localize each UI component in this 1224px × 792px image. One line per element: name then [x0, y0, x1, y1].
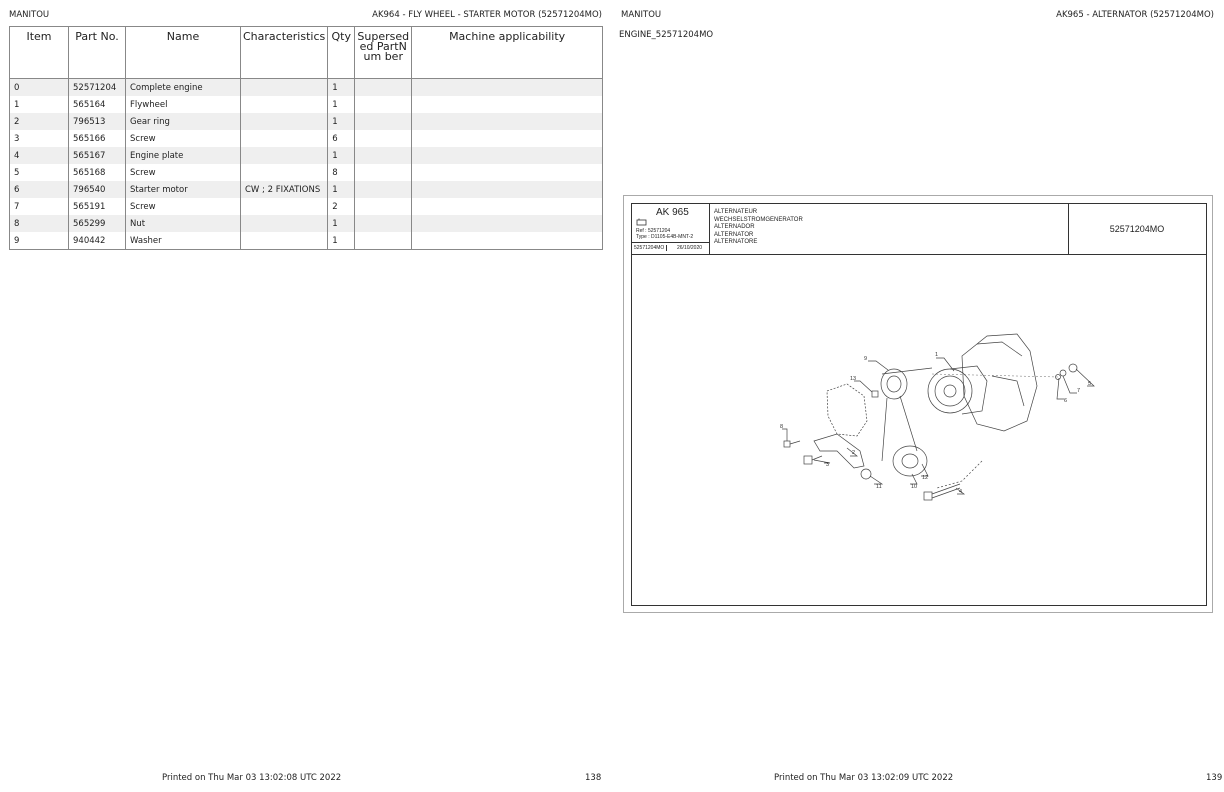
right-page — [612, 0, 1224, 792]
cell-characteristics — [241, 198, 328, 215]
drawing-frame — [623, 195, 1213, 613]
left-brand: MANITOU — [9, 10, 50, 20]
cell-name: Washer — [126, 232, 241, 250]
table-row — [10, 181, 603, 198]
cell-machine-applicability — [412, 181, 603, 198]
col-characteristics: Characteristics — [241, 27, 328, 79]
parts-table — [9, 26, 603, 250]
cell-qty: 1 — [328, 181, 355, 198]
cell-name: Engine plate — [126, 147, 241, 164]
left-page-number: 138 — [585, 773, 602, 783]
cell-item: 6 — [10, 181, 69, 198]
cell-machine-applicability — [412, 96, 603, 113]
cell-superseded — [355, 79, 412, 97]
drawing-date: 26/10/2020 — [677, 245, 703, 251]
cell-superseded — [355, 130, 412, 147]
cell-machine-applicability — [412, 113, 603, 130]
title-block-code-cell — [632, 204, 710, 254]
table-row — [10, 96, 603, 113]
drawing-code: AK 965 — [656, 207, 689, 218]
cell-item: 0 — [10, 79, 69, 97]
right-page-number: 139 — [1206, 773, 1223, 783]
drawing-inner — [631, 203, 1207, 606]
cell-qty: 1 — [328, 147, 355, 164]
cell-machine-applicability — [412, 147, 603, 164]
right-page-title: AK965 - ALTERNATOR (52571204MO) — [1056, 10, 1214, 20]
callout-2: 2 — [852, 450, 856, 456]
cell-characteristics — [241, 130, 328, 147]
cell-name: Screw — [126, 164, 241, 181]
callout-6: 6 — [1064, 398, 1068, 404]
callout-8: 8 — [780, 424, 784, 430]
cell-machine-applicability — [412, 215, 603, 232]
cell-characteristics — [241, 164, 328, 181]
callout-1: 1 — [935, 352, 939, 358]
cell-part-no: 940442 — [69, 232, 126, 250]
right-subtitle: ENGINE_52571204MO — [619, 30, 714, 40]
drawing-type: Type : D1105-E4B-MNT-2 — [636, 234, 694, 240]
cell-name: Complete engine — [126, 79, 241, 97]
title-block-names-cell — [709, 204, 1069, 254]
cell-superseded — [355, 215, 412, 232]
name-de: WECHSELSTROMGENERATOR — [714, 216, 803, 223]
alternator-exploded-view — [632, 256, 1206, 604]
cell-name: Flywheel — [126, 96, 241, 113]
cell-superseded — [355, 198, 412, 215]
col-superseded: Supersed ed PartNum ber — [355, 27, 412, 79]
cell-superseded — [355, 181, 412, 198]
cell-part-no: 796513 — [69, 113, 126, 130]
table-row — [10, 147, 603, 164]
cell-characteristics — [241, 96, 328, 113]
cell-superseded — [355, 147, 412, 164]
callout-4: 4 — [959, 489, 963, 495]
col-machine-applicability: Machine applicability — [449, 30, 566, 43]
cell-machine-applicability — [412, 79, 603, 97]
drawing-part-ref: 52571204MO — [1109, 224, 1165, 234]
cell-part-no: 796540 — [69, 181, 126, 198]
cell-qty: 1 — [328, 113, 355, 130]
cell-name: Starter motor — [126, 181, 241, 198]
cell-name: Screw — [126, 198, 241, 215]
cell-item: 2 — [10, 113, 69, 130]
left-footer-printed: Printed on Thu Mar 03 13:02:08 UTC 2022 — [162, 773, 342, 783]
callout-3: 3 — [826, 462, 830, 468]
cell-part-no: 52571204 — [69, 79, 126, 97]
cell-part-no: 565167 — [69, 147, 126, 164]
callout-10: 10 — [911, 484, 918, 490]
table-row — [10, 198, 603, 215]
cell-characteristics — [241, 232, 328, 250]
cell-characteristics: CW ; 2 FIXATIONS — [241, 181, 328, 198]
name-it: ALTERNATORE — [714, 239, 758, 245]
col-name: Name — [126, 27, 241, 79]
cell-superseded — [355, 232, 412, 250]
table-row — [10, 79, 603, 97]
cell-item: 7 — [10, 198, 69, 215]
cell-item: 4 — [10, 147, 69, 164]
callout-11: 11 — [876, 484, 882, 490]
right-brand: MANITOU — [621, 10, 662, 20]
cell-machine-applicability — [412, 164, 603, 181]
drawing-ref-box: 52571204MO — [634, 245, 667, 251]
parts-table-header — [10, 27, 603, 79]
col-qty: Qty — [328, 27, 355, 79]
name-es: ALTERNADOR — [714, 224, 755, 230]
cell-item: 3 — [10, 130, 69, 147]
cell-part-no: 565299 — [69, 215, 126, 232]
callout-9: 9 — [864, 356, 868, 362]
name-fr: ALTERNATEUR — [714, 209, 758, 215]
cell-name: Gear ring — [126, 113, 241, 130]
engine-icon — [636, 218, 648, 226]
title-block — [632, 204, 1206, 255]
left-page-title: AK964 - FLY WHEEL - STARTER MOTOR (52571204MO) — [372, 10, 602, 20]
cell-superseded — [355, 113, 412, 130]
drawing-ref: Ref : 52571204 — [636, 228, 671, 234]
callout-7: 7 — [1077, 388, 1081, 394]
table-row — [10, 113, 603, 130]
cell-item: 1 — [10, 96, 69, 113]
callout-12: 12 — [922, 475, 929, 481]
cell-characteristics — [241, 79, 328, 97]
cell-qty: 1 — [328, 215, 355, 232]
cell-machine-applicability — [412, 198, 603, 215]
cell-superseded — [355, 164, 412, 181]
cell-qty: 2 — [328, 198, 355, 215]
cell-item: 8 — [10, 215, 69, 232]
cell-part-no: 565168 — [69, 164, 126, 181]
cell-qty: 1 — [328, 232, 355, 250]
table-row — [10, 215, 603, 232]
cell-characteristics — [241, 147, 328, 164]
cell-qty: 8 — [328, 164, 355, 181]
cell-name: Nut — [126, 215, 241, 232]
cell-part-no: 565166 — [69, 130, 126, 147]
cell-characteristics — [241, 113, 328, 130]
name-en: ALTERNATOR — [714, 231, 754, 238]
parts-table-body — [10, 79, 603, 250]
cell-superseded — [355, 96, 412, 113]
cell-characteristics — [241, 215, 328, 232]
cell-machine-applicability — [412, 130, 603, 147]
cell-item: 5 — [10, 164, 69, 181]
cell-item: 9 — [10, 232, 69, 250]
col-part-no: Part No. — [69, 27, 126, 79]
table-row — [10, 164, 603, 181]
cell-part-no: 565164 — [69, 96, 126, 113]
table-row — [10, 232, 603, 250]
cell-qty: 1 — [328, 79, 355, 97]
cell-part-no: 565191 — [69, 198, 126, 215]
cell-machine-applicability — [412, 232, 603, 250]
right-footer-printed: Printed on Thu Mar 03 13:02:09 UTC 2022 — [774, 773, 954, 783]
cell-qty: 1 — [328, 96, 355, 113]
table-row — [10, 130, 603, 147]
callout-13: 13 — [850, 376, 857, 382]
col-item: Item — [10, 27, 69, 79]
cell-qty: 6 — [328, 130, 355, 147]
cell-name: Screw — [126, 130, 241, 147]
callout-5: 5 — [1088, 381, 1092, 387]
